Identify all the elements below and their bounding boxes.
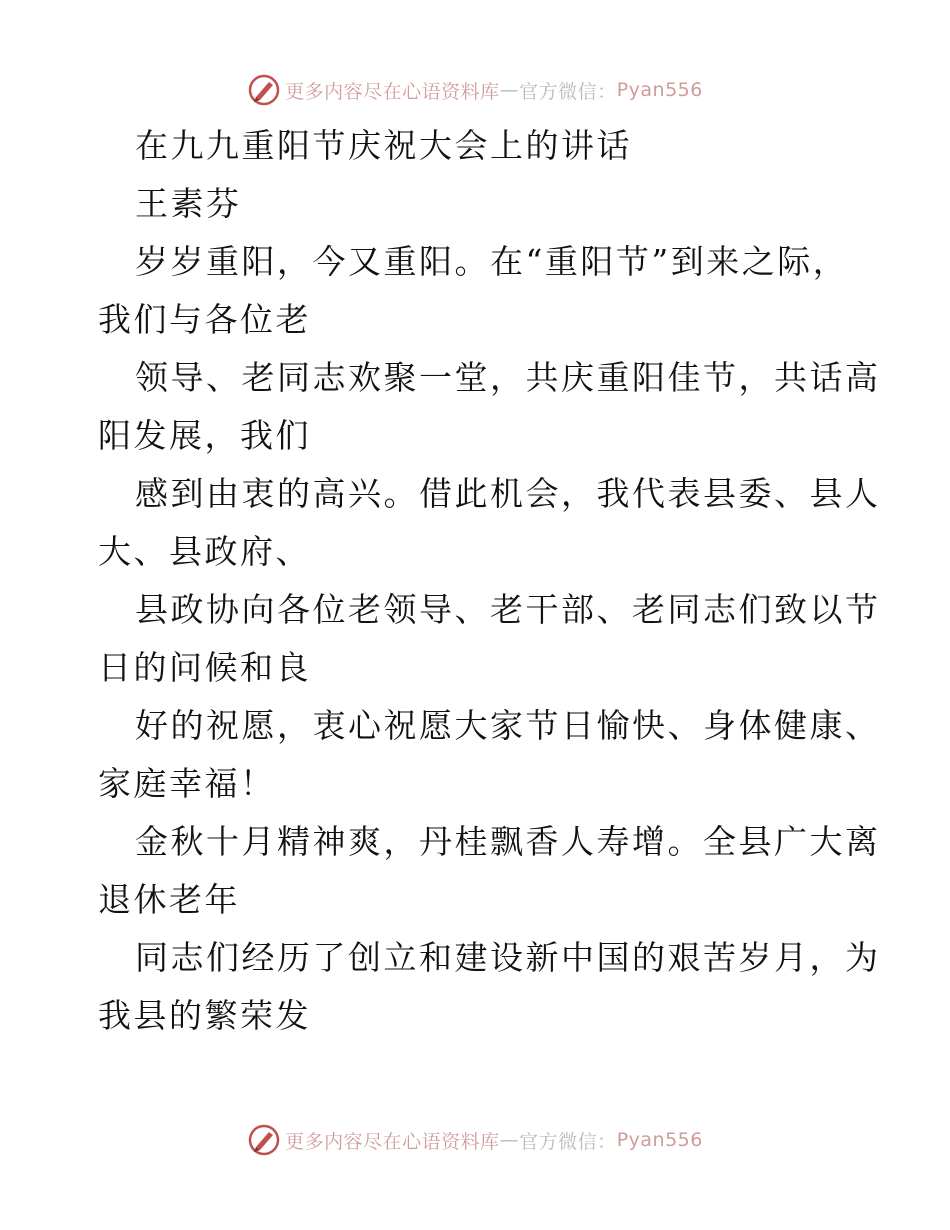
watermark-sub-text: 官方微信： xyxy=(519,1130,617,1153)
line-text: 好的祝愿，衷心祝愿大家节日愉快、身体健康、 xyxy=(135,706,881,745)
line-text: 在九九重阳节庆祝大会上的讲话 xyxy=(135,126,632,165)
text-line xyxy=(98,291,858,349)
text-line xyxy=(98,871,858,929)
watermark-main-text: 更多内容尽在心语资料库 xyxy=(285,1130,500,1153)
line-text: 岁岁重阳，今又重阳。在“重阳节”到来之际， xyxy=(135,242,849,281)
pen-logo-icon xyxy=(247,73,281,107)
watermark-main-text: 更多内容尽在心语资料库 xyxy=(285,80,500,103)
watermark-wechat-id: Pyan556 xyxy=(616,79,703,101)
text-line xyxy=(98,407,858,465)
watermark-wechat-id: Pyan556 xyxy=(616,1129,703,1151)
line-text: 县政协向各位老领导、老干部、老同志们致以节 xyxy=(135,590,881,629)
text-line xyxy=(98,929,881,987)
pen-logo-icon xyxy=(247,1123,281,1157)
header-watermark xyxy=(0,70,950,110)
line-text: 领导、老同志欢聚一堂，共庆重阳佳节，共话高 xyxy=(135,358,881,397)
footer-watermark xyxy=(0,1120,950,1160)
watermark-dash: — xyxy=(499,79,520,101)
text-line xyxy=(98,349,881,407)
document-author xyxy=(98,175,858,233)
text-line xyxy=(98,697,881,755)
text-line xyxy=(98,233,858,291)
text-line xyxy=(98,523,858,581)
line-text: 大、县政府、 xyxy=(98,532,311,571)
line-text: 王素芬 xyxy=(135,184,242,223)
line-text: 我县的繁荣发 xyxy=(98,996,311,1035)
line-text: 日的问候和良 xyxy=(98,648,311,687)
text-line xyxy=(98,639,858,697)
line-text: 我们与各位老 xyxy=(98,300,311,339)
text-line xyxy=(98,987,858,1045)
line-text: 同志们经历了创立和建设新中国的艰苦岁月，为 xyxy=(135,938,881,977)
document-body xyxy=(98,117,881,1045)
watermark-sub-text: 官方微信： xyxy=(519,80,617,103)
line-text: 金秋十月精神爽，丹桂飘香人寿增。全县广大离 xyxy=(135,822,881,861)
document-title xyxy=(98,117,858,175)
line-text: 家庭幸福！ xyxy=(98,764,276,803)
text-line xyxy=(98,581,881,639)
line-text: 阳发展，我们 xyxy=(98,416,311,455)
text-line xyxy=(98,755,858,813)
line-text: 退休老年 xyxy=(98,880,240,919)
text-line xyxy=(98,813,881,871)
line-text: 感到由衷的高兴。借此机会，我代表县委、县人 xyxy=(135,474,881,513)
text-line xyxy=(98,465,881,523)
watermark-dash: — xyxy=(499,1129,520,1151)
